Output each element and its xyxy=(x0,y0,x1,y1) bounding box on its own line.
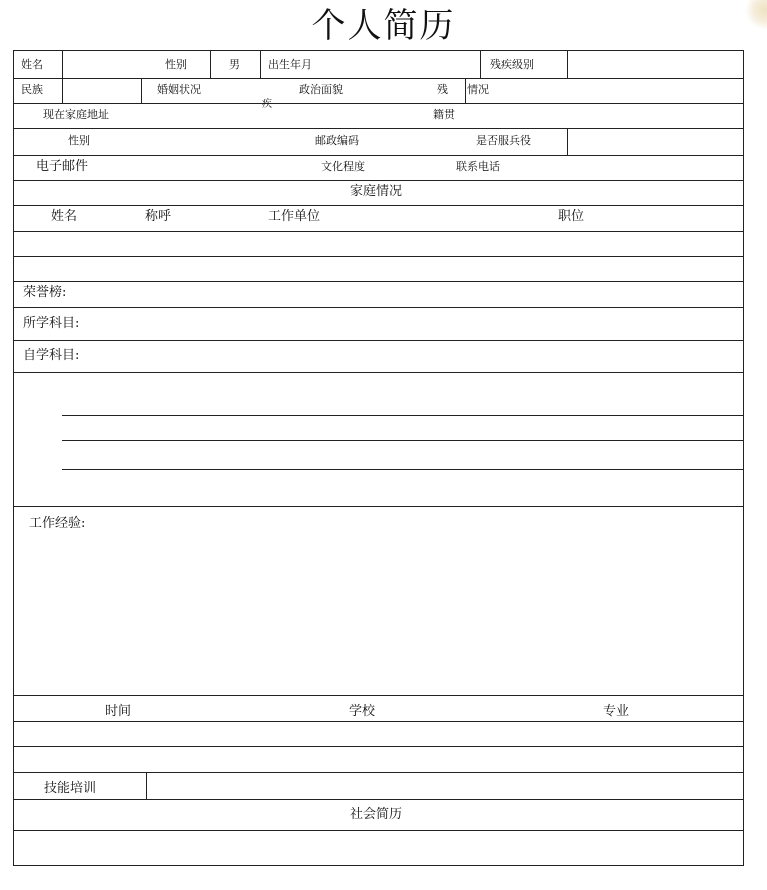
label-self-study: 自学科目: xyxy=(23,348,80,363)
label-subjects: 所学科目: xyxy=(23,316,80,331)
row-line xyxy=(14,103,743,104)
value-gender: 男 xyxy=(229,58,240,71)
col-line xyxy=(480,51,481,78)
label-postcode: 邮政编码 xyxy=(315,134,359,147)
col-line xyxy=(567,128,568,155)
writing-line xyxy=(62,440,743,441)
row-line xyxy=(14,799,743,800)
row-line xyxy=(14,256,743,257)
family-col-work-unit: 工作单位 xyxy=(268,209,321,224)
family-col-relation: 称呼 xyxy=(145,209,172,224)
writing-line xyxy=(62,469,743,470)
family-section-header: 家庭情况 xyxy=(350,184,403,199)
label-work-experience: 工作经验: xyxy=(29,516,86,531)
col-line xyxy=(465,78,466,103)
label-condition: 情况 xyxy=(467,83,489,96)
label-name: 姓名 xyxy=(21,58,43,71)
row-line xyxy=(14,307,743,308)
row-line xyxy=(14,78,743,79)
col-line xyxy=(260,51,261,78)
label-disability-level: 残疾级别 xyxy=(490,58,534,71)
label-can: 残 xyxy=(437,83,448,96)
label-marital: 婚姻状况 xyxy=(157,83,201,96)
col-line xyxy=(146,772,147,799)
label-social-history: 社会简历 xyxy=(350,807,403,822)
label-ethnicity: 民族 xyxy=(21,83,43,96)
label-gender-2: 性别 xyxy=(68,134,90,147)
edu-col-major: 专业 xyxy=(603,704,630,719)
row-line xyxy=(14,746,743,747)
row-line xyxy=(14,128,743,129)
row-line xyxy=(14,372,743,373)
col-line xyxy=(141,78,142,103)
edu-col-time: 时间 xyxy=(105,704,132,719)
resume-form xyxy=(13,50,744,866)
row-line xyxy=(14,180,743,181)
edu-col-school: 学校 xyxy=(349,704,376,719)
label-education-level: 文化程度 xyxy=(321,160,365,173)
label-native-place: 籍贯 xyxy=(433,108,455,121)
label-military-service: 是否服兵役 xyxy=(476,134,531,147)
label-email: 电子邮件 xyxy=(36,159,89,174)
row-line xyxy=(14,205,743,206)
writing-line xyxy=(62,415,743,416)
row-line xyxy=(14,506,743,507)
row-line xyxy=(14,830,743,831)
col-line xyxy=(567,51,568,78)
row-line xyxy=(14,155,743,156)
label-address: 现在家庭地址 xyxy=(43,108,109,121)
row-line xyxy=(14,231,743,232)
family-col-name: 姓名 xyxy=(51,209,78,224)
label-political: 政治面貌 xyxy=(299,83,343,96)
row-line xyxy=(14,721,743,722)
row-line xyxy=(14,281,743,282)
label-skills-training: 技能培训 xyxy=(44,781,97,796)
family-col-position: 职位 xyxy=(558,209,585,224)
label-honors: 荣誉榜: xyxy=(23,285,67,300)
col-line xyxy=(210,51,211,78)
label-phone: 联系电话 xyxy=(456,160,500,173)
row-line xyxy=(14,340,743,341)
row-line xyxy=(14,772,743,773)
label-ji: 疾 xyxy=(262,99,272,110)
row-line xyxy=(14,695,743,696)
label-birth: 出生年月 xyxy=(268,58,312,71)
col-line xyxy=(62,51,63,103)
page-title: 个人简历 xyxy=(311,6,456,46)
label-gender: 性别 xyxy=(165,58,187,71)
